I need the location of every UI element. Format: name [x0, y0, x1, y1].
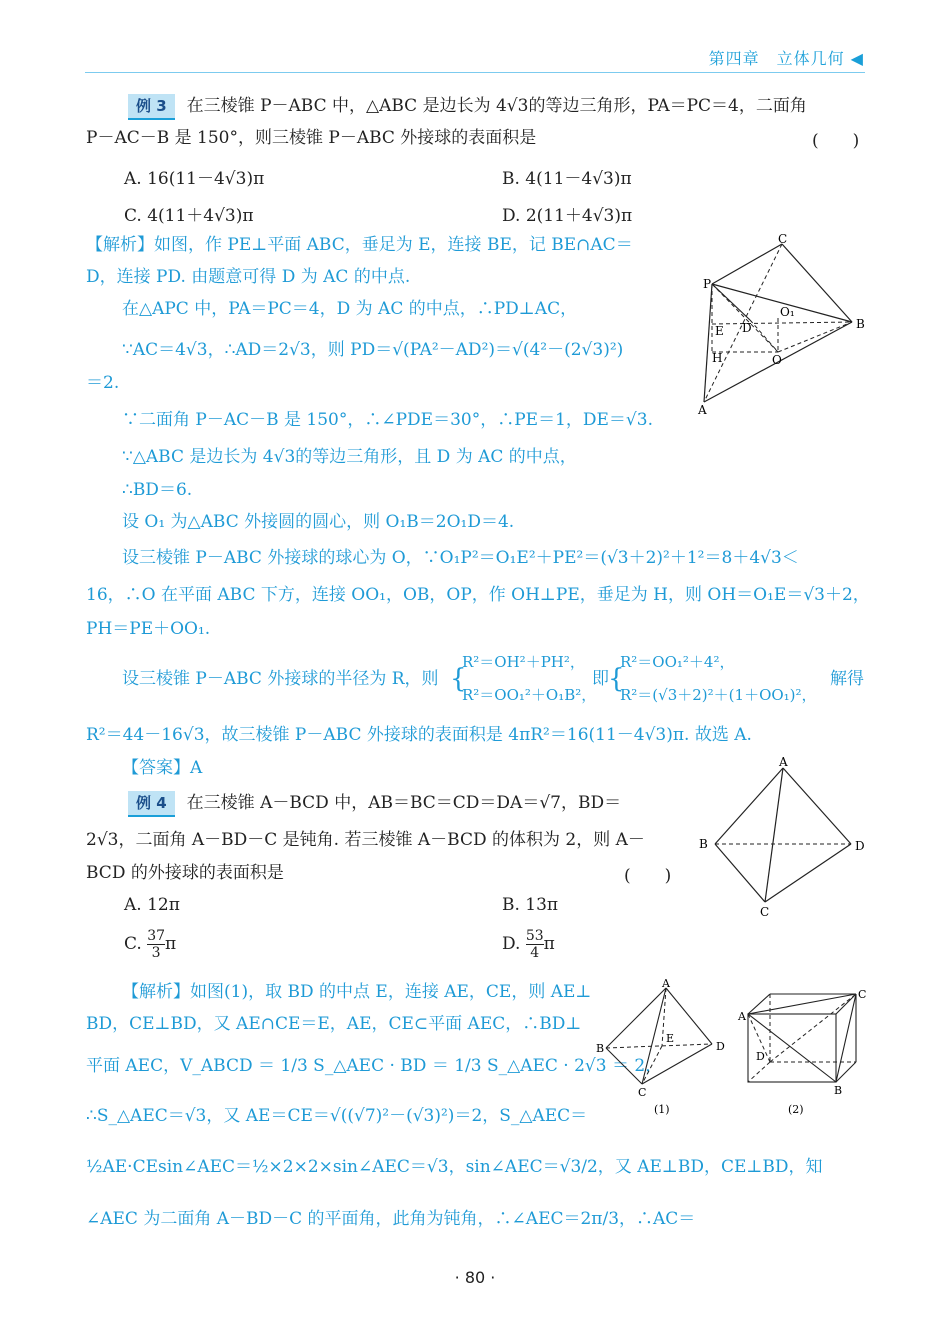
solution-3-line14: R²＝44－16√3，故三棱锥 P－ABC 外接球的表面积是 4πR²＝16(11－4√3)π. 故选 A.: [86, 725, 752, 745]
fig41-label-d: D: [716, 1040, 725, 1053]
fig3-label-h: H: [712, 351, 723, 365]
example-3-tag: 例 3: [128, 94, 175, 120]
fig3-label-d: D: [742, 321, 752, 335]
solution-3-line7: ∵△ABC 是边长为 4√3的等边三角形，且 D 为 AC 的中点，: [122, 447, 577, 467]
option-3c: C. 4(11＋4√3)π: [124, 206, 254, 226]
fig42-caption: (2): [788, 1103, 804, 1116]
solution-3-line4: ∵AC＝4√3，∴AD＝2√3，则 PD＝√(PA²－AD²)＝√(4²－(2√3)²): [122, 340, 624, 360]
solution-4-line6: ∠AEC 为二面角 A－BD－C 的平面角，此角为钝角，∴∠AEC＝2π/3，∴AC＝: [86, 1209, 696, 1229]
solution-3-line10: 设三棱锥 P－ABC 外接球的球心为 O，∵O₁P²＝O₁E²＋PE²＝(√3＋2)²＋1²＝8＋4√3＜: [122, 548, 799, 568]
option-4c-num: 37: [147, 928, 166, 944]
chapter-header: 第四章 立体几何 ◀: [708, 49, 864, 68]
figure-4-1-svg: [596, 978, 736, 1118]
solution-3-line9: 设 O₁ 为△ABC 外接圆的圆心，则 O₁B＝2O₁D＝4.: [122, 512, 515, 532]
option-4b: B. 13π: [502, 895, 559, 915]
example-3-line1: [128, 94, 908, 120]
option-4c-fraction: [147, 928, 165, 961]
solution-4-line5: ½AE·CEsin∠AEC＝½×2×2×sin∠AEC＝√3，sin∠AEC＝√3/2，又 AE⊥BD，CE⊥BD，知: [86, 1157, 823, 1177]
fig3-label-p: P: [703, 277, 712, 291]
fig42-label-b: B: [834, 1084, 843, 1097]
solution-3-line11: 16，∴O 在平面 ABC 下方，连接 OO₁，OB，OP，作 OH⊥PE，垂足为 H，则 OH＝O₁E＝√3＋2，: [86, 585, 870, 605]
option-4d-letter: D.: [502, 934, 521, 954]
option-4a: A. 12π: [124, 895, 180, 915]
example-4-line2: 2√3，二面角 A－BD－C 是钝角. 若三棱锥 A－BCD 的体积为 2，则 A－: [86, 830, 645, 850]
fig3-label-a: A: [698, 403, 707, 417]
fig41-label-a: A: [662, 978, 670, 990]
solution-4-line3: 平面 AEC，V_ABCD ＝ 1/3 S_△AEC · BD ＝ 1/3 S_△AEC · 2√3 ＝ 2，: [86, 1056, 663, 1076]
solution-3-line5: ＝2.: [86, 373, 120, 393]
option-3a: A. 16(11－4√3)π: [124, 169, 265, 189]
page-number: · 80 ·: [454, 1268, 496, 1287]
system-1-eq2: R²＝OO₁²＋O₁B²，: [462, 686, 597, 704]
fig4-label-c: C: [760, 905, 770, 919]
solution-4-line2: BD，CE⊥BD，又 AE∩CE＝E，AE，CE⊂平面 AEC，∴BD⊥: [86, 1014, 582, 1034]
option-3b: B. 4(11－4√3)π: [502, 169, 632, 189]
figure-4-1: [596, 978, 736, 1118]
solution-3-line13: 设三棱锥 P－ABC 外接球的半径为 R，则: [122, 669, 439, 689]
solution-3-ji: 即: [592, 669, 609, 689]
fig3-label-c: C: [778, 232, 788, 246]
example-4-text1: 在三棱锥 A－BCD 中，AB＝BC＝CD＝DA＝√7，BD＝: [186, 793, 622, 813]
fig3-label-o: O: [772, 353, 782, 367]
answer-paren-4: ( ): [624, 866, 672, 886]
system-2-eq1: R²＝OO₁²＋4²，: [620, 653, 735, 671]
fig41-label-c: C: [638, 1086, 647, 1099]
fig3-label-e: E: [715, 324, 724, 338]
fig42-label-c: C: [858, 988, 867, 1001]
figure-4-2: [734, 986, 874, 1118]
solution-3-line6: ∵二面角 P－AC－B 是 150°，∴∠PDE＝30°，∴PE＝1，DE＝√3.: [122, 410, 653, 430]
figure-3-svg: [690, 232, 880, 422]
solution-3-line2: D，连接 PD. 由题意可得 D 为 AC 的中点.: [86, 267, 411, 287]
solution-3-line12: PH＝PE＋OO₁.: [86, 619, 211, 639]
option-4d-fraction: [526, 928, 544, 961]
system-brace-2: {: [608, 664, 625, 694]
answer-3: 【答案】A: [122, 758, 203, 778]
solution-3-jiede: 解得: [830, 669, 864, 689]
figure-3-tetrahedron: [690, 232, 880, 422]
option-4d-num: 53: [525, 928, 544, 944]
fig4-label-b: B: [699, 837, 708, 851]
figure-4-tetrahedron: [695, 756, 870, 921]
fig41-caption: (1): [654, 1103, 670, 1116]
answer-paren-3: ( ): [812, 131, 860, 151]
fig3-label-b: B: [856, 317, 865, 331]
figure-4-2-svg: [734, 986, 874, 1118]
example-3-text1: 在三棱锥 P－ABC 中，△ABC 是边长为 4√3的等边三角形，PA＝PC＝4，二面角: [186, 96, 807, 116]
option-4d: [502, 928, 555, 961]
fig3-label-o1: O₁: [780, 305, 795, 319]
option-4c-letter: C.: [124, 934, 142, 954]
system-1-eq1: R²＝OH²＋PH²，: [462, 653, 585, 671]
solution-3-line1: 【解析】如图，作 PE⊥平面 ABC，垂足为 E，连接 BE，记 BE∩AC＝: [86, 235, 633, 255]
fig42-label-a: A: [738, 1010, 746, 1023]
option-3d: D. 2(11＋4√3)π: [502, 206, 633, 226]
option-4c: [124, 928, 176, 961]
option-4c-den: 3: [151, 945, 161, 961]
solution-4-line1: 【解析】如图(1)，取 BD 的中点 E，连接 AE，CE，则 AE⊥: [122, 982, 592, 1002]
option-4c-pi: π: [165, 934, 177, 954]
fig4-label-a: A: [779, 756, 788, 769]
example-4-line3: BCD 的外接球的表面积是: [86, 863, 284, 883]
example-4-tag: 例 4: [128, 791, 175, 817]
system-2-eq2: R²＝(√3＋2)²＋(1＋OO₁)²，: [620, 686, 817, 704]
system-brace-1: {: [450, 664, 467, 694]
example-3-line2: P－AC－B 是 150°，则三棱锥 P－ABC 外接球的表面积是: [86, 128, 537, 148]
fig4-label-d: D: [855, 839, 865, 853]
header-divider: [85, 72, 865, 73]
fig42-label-d: D: [756, 1050, 765, 1063]
fig41-label-b: B: [596, 1042, 605, 1055]
fig41-label-e: E: [666, 1032, 675, 1045]
figure-4-svg: [695, 756, 870, 921]
solution-3-line8: ∴BD＝6.: [122, 480, 193, 500]
solution-3-line3: 在△APC 中，PA＝PC＝4，D 为 AC 的中点，∴PD⊥AC，: [122, 299, 578, 319]
option-4d-den: 4: [530, 945, 540, 961]
solution-4-line4: ∴S_△AEC＝√3，又 AE＝CE＝√((√7)²－(√3)²)＝2，S_△AEC＝: [86, 1106, 588, 1126]
option-4d-pi: π: [543, 934, 555, 954]
